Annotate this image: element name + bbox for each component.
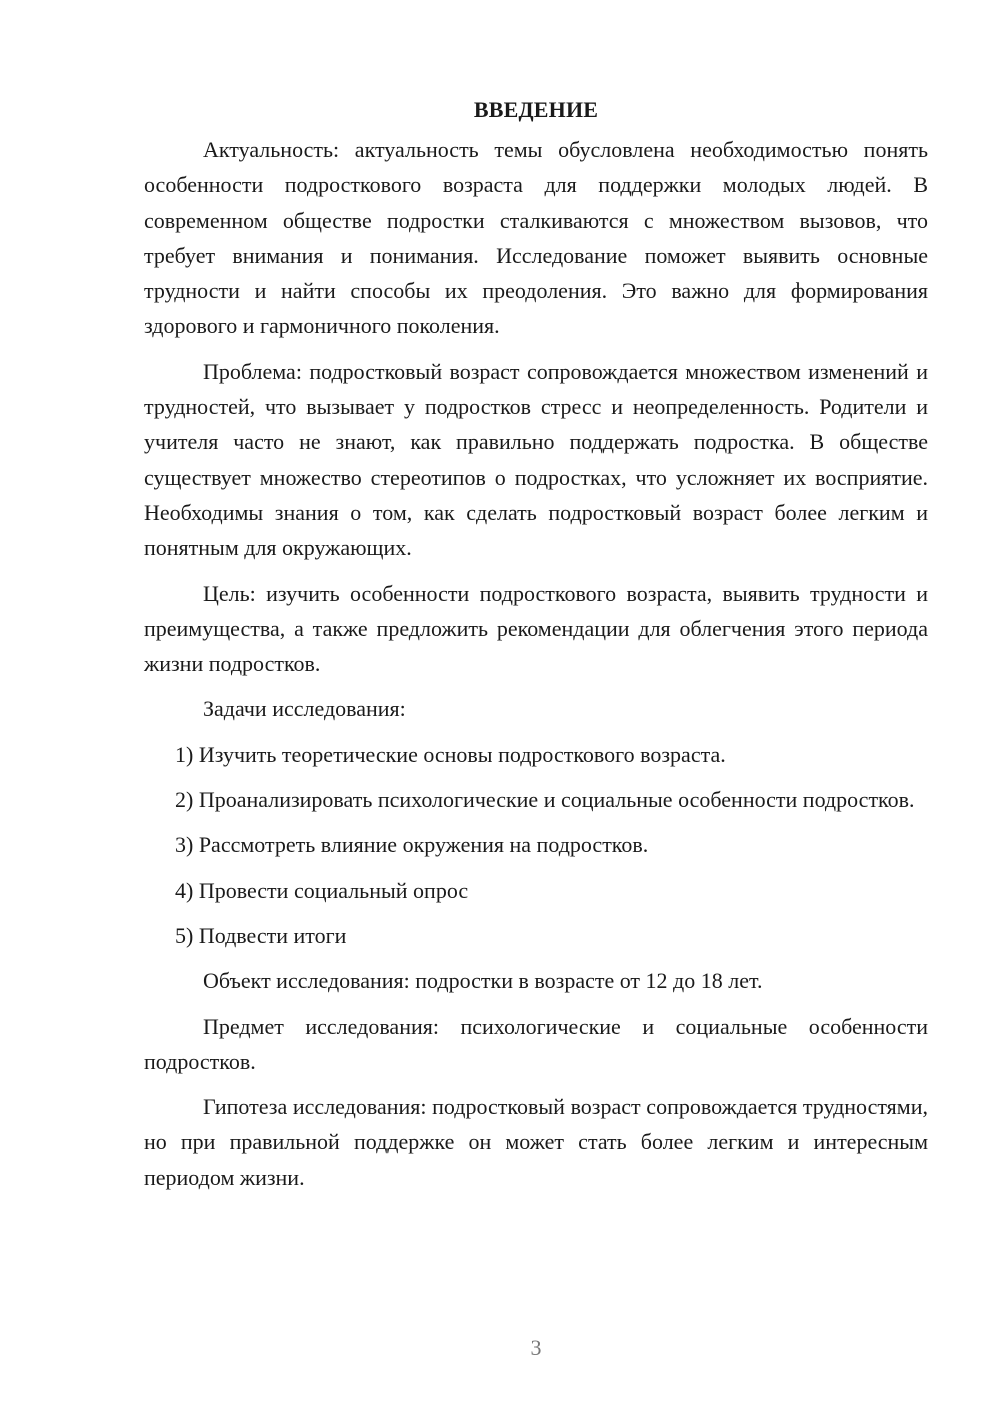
page-number: 3 — [530, 1335, 542, 1360]
section-heading: ВВЕДЕНИЕ — [473, 97, 599, 122]
relevance-paragraph: Актуальность: актуальность темы обусловлена необходимостью понять особенности подросткового возраста для поддержки молодых людей. В современном обществе подростки сталкиваются с множеством вызовов, что требует внимания и понимания. Исследование поможет выявить основные трудности и найти способы их преодоления. Это важно для формирования здорового и гармоничного поколения. — [144, 137, 928, 339]
task-item-1: 1) Изучить теоретические основы подросткового возраста. — [175, 741, 726, 767]
problem-paragraph: Проблема: подростковый возраст сопровождается множеством изменений и трудностей, что вызывает у подростков стресс и неопределенность. Родители и учителя часто не знают, как правильно поддержать подростка. В обществе существует множество стереотипов о подростках, что усложняет их восприятие. Необходимы знания о том, как сделать подростковый возраст более легким и понятным для окружающих. — [144, 358, 928, 561]
object-paragraph: Объект исследования: подростки в возрасте от 12 до 18 лет. — [203, 968, 763, 994]
task-item-4: 4) Провести социальный опрос — [175, 877, 469, 903]
subject-paragraph: Предмет исследования: психологические и социальные особенности подростков. — [144, 1013, 928, 1074]
task-item-2: 2) Проанализировать психологические и социальные особенности подростков. — [175, 787, 915, 813]
tasks-title: Задачи исследования: — [203, 696, 406, 722]
hypothesis-paragraph: Гипотеза исследования: подростковый возраст сопровождается трудностями, но при правильной поддержке он может стать более легким и интересным периодом жизни. — [144, 1094, 928, 1190]
page-content — [144, 94, 928, 1205]
task-item-5: 5) Подвести итоги — [175, 922, 347, 948]
goal-paragraph: Цель: изучить особенности подросткового возраста, выявить трудности и преимущества, а также предложить рекомендации для облегчения этого периода жизни подростков. — [144, 580, 928, 677]
task-item-3: 3) Рассмотреть влияние окружения на подростков. — [175, 832, 649, 858]
